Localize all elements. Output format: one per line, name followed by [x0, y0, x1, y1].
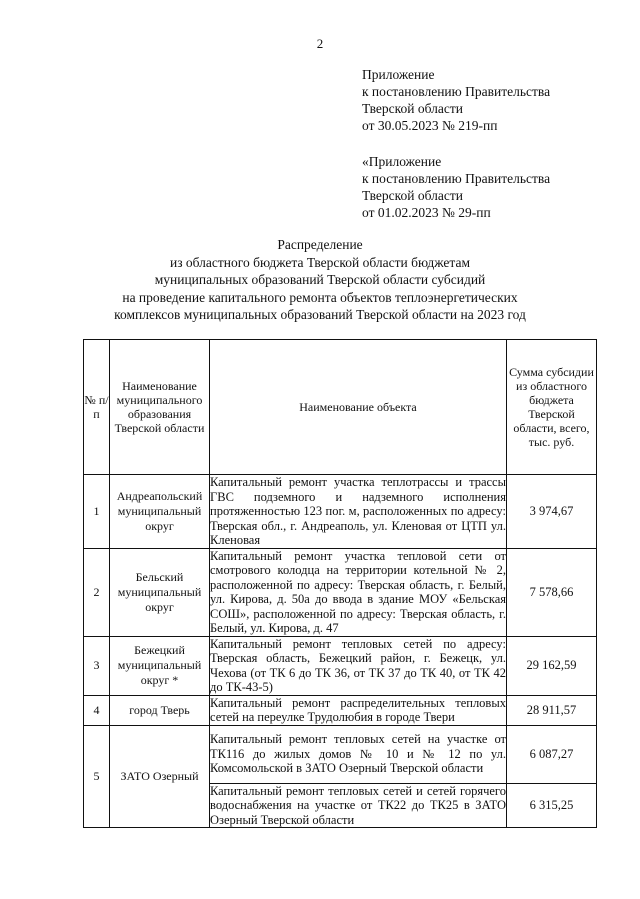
- object-name: Капитальный ремонт тепловых сетей и сетей горячего водоснабжения на участке от ТК22 до ТК25 в ЗАТО Озерный Тверской области: [210, 783, 506, 827]
- object-name: Капитальный ремонт тепловых сетей по адресу: Тверская область, Бежецкий район, г. Бежецк, ул. Чехова (от ТК 6 до ТК 36, от ТК 37 до ТК 40, от ТК 42 до ТК-43-5): [210, 636, 506, 694]
- row-number: 4: [84, 695, 110, 725]
- object-name: Капитальный ремонт тепловых сетей на участке от ТК116 до жилых домов № 10 и № 12 по ул. Комсомольской в ЗАТО Озерный Тверской области: [210, 725, 507, 783]
- subsidy-amount: 3 974,67: [507, 475, 597, 549]
- title-line: муниципальных образований Тверской области субсидий: [154, 272, 486, 287]
- header-sum: Сумма субсидии из областного бюджета Тверской области, всего, тыс. руб.: [507, 340, 597, 475]
- subsidy-amount: 28 911,57: [507, 695, 597, 725]
- title-line: на проведение капитального ремонта объектов теплоэнергетических: [122, 289, 518, 305]
- header-num: № п/п: [84, 340, 110, 475]
- table-row: [84, 695, 597, 725]
- object-name: Капитальный ремонт распределительных тепловых сетей на переулке Трудолюбия в городе Твери: [210, 695, 506, 724]
- row-number: 1: [84, 475, 110, 549]
- municipality-name: Бельский муниципальный округ: [110, 548, 210, 636]
- page-number: 2: [316, 36, 324, 51]
- title-line: Распределение: [277, 237, 363, 252]
- row-number: 5: [84, 725, 110, 828]
- appendix-line: к постановлению Правительства: [362, 84, 551, 99]
- table-row: [84, 548, 597, 636]
- appendix-reference-original: [362, 153, 550, 221]
- row-number: 2: [84, 548, 110, 636]
- appendix-line: Приложение: [362, 67, 435, 82]
- municipality-name: Бежецкий муниципальный округ *: [110, 636, 210, 695]
- appendix-line: от 30.05.2023 № 219-пп: [362, 118, 498, 133]
- table-row: [84, 475, 597, 549]
- appendix-line: «Приложение: [362, 154, 442, 169]
- appendix-line: к постановлению Правительства: [362, 171, 551, 186]
- header-object: Наименование объекта: [210, 340, 507, 475]
- object-name: Капитальный ремонт участка теплотрассы и трассы ГВС подземного и надземного исполнения протяженностью 123 пог. м, расположенных по адресу: Тверская обл., г. Андреаполь, ул. Кленовая от ЦТП ул. Кленовая: [210, 475, 506, 547]
- row-number: 3: [84, 636, 110, 695]
- municipality-name: ЗАТО Озерный: [110, 725, 210, 828]
- object-name: Капитальный ремонт участка тепловой сети от смотрового колодца на территории котельной № 2, расположенной по адресу: Тверская область, г. Белый, ул. Кирова, д. 50а до ввода в здание МОУ «Бельская СОШ», расположенной по адресу: Тверская область, г. Белый, ул. Кирова, д. 47: [210, 548, 506, 635]
- municipality-name: Андреапольский муниципальный округ: [110, 475, 210, 549]
- municipality-name: город Тверь: [110, 695, 210, 725]
- title-line: из областного бюджета Тверской области бюджетам: [169, 254, 471, 270]
- appendix-reference-current: [362, 66, 550, 134]
- table-header-row: [84, 340, 597, 475]
- subsidy-amount: 6 087,27: [507, 725, 597, 783]
- subsidy-amount: 6 315,25: [507, 783, 597, 828]
- appendix-line: Тверской области: [362, 101, 463, 116]
- document-title: [0, 236, 640, 324]
- subsidy-amount: 29 162,59: [507, 636, 597, 695]
- subsidy-table: [83, 339, 597, 828]
- title-line: комплексов муниципальных образований Тверской области на 2023 год: [114, 307, 526, 322]
- header-municipality: Наименование муниципального образования Тверской области: [110, 340, 210, 475]
- table-row: [84, 636, 597, 695]
- subsidy-amount: 7 578,66: [507, 548, 597, 636]
- table-row: [84, 725, 597, 783]
- appendix-line: от 01.02.2023 № 29-пп: [362, 205, 491, 220]
- appendix-line: Тверской области: [362, 188, 463, 203]
